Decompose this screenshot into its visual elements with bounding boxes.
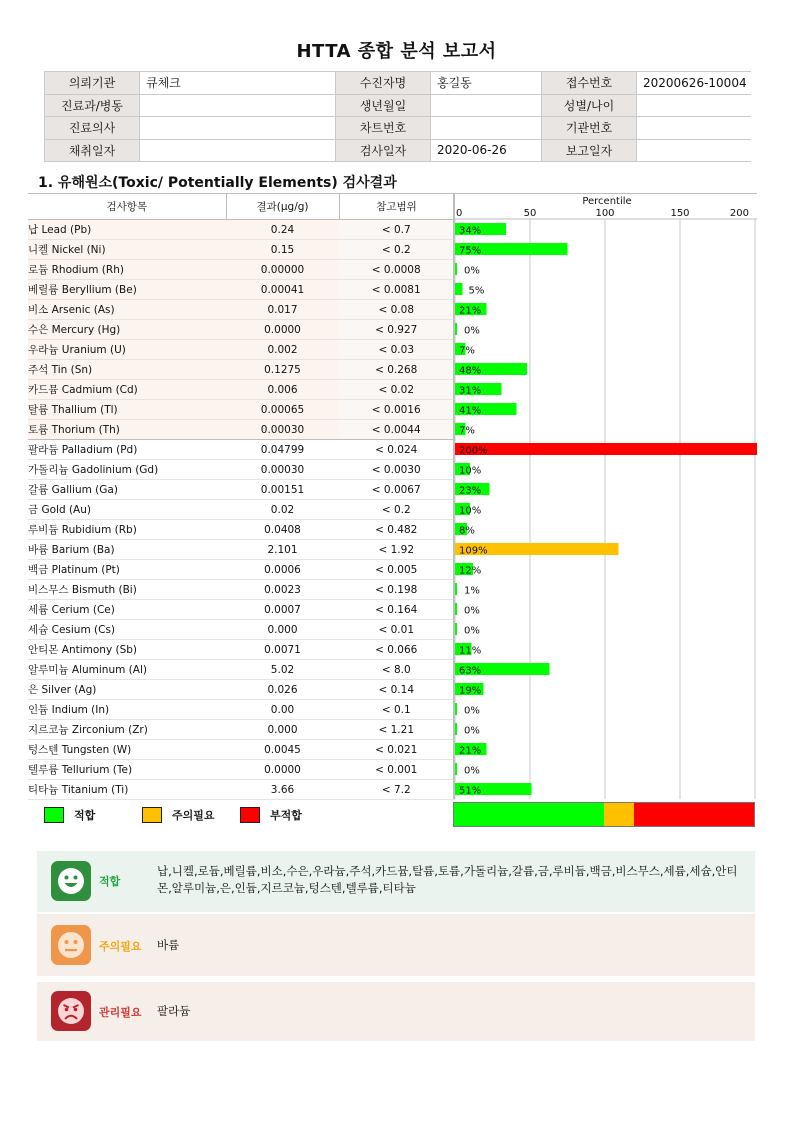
info-value	[637, 139, 751, 162]
bar-value-label: 1%	[464, 585, 480, 597]
bar-value-label: 41%	[459, 405, 482, 417]
element-name: 가돌리늄 Gadolinium (Gd)	[28, 460, 226, 480]
bar-value-label: 19%	[459, 685, 482, 697]
info-label: 접수번호	[542, 72, 637, 95]
bar-value-label: 21%	[459, 305, 482, 317]
reference-range: < 1.92	[339, 540, 454, 560]
legend-label-bad: 부적합	[270, 809, 302, 822]
result-value: 0.0045	[226, 740, 339, 760]
result-value: 0.00030	[226, 460, 339, 480]
result-value: 0.00065	[226, 400, 339, 420]
info-row	[45, 94, 751, 117]
bar-value-label: 11%	[459, 645, 482, 657]
info-row	[45, 72, 751, 95]
legend-label-ok: 적합	[74, 809, 96, 822]
bar	[455, 623, 457, 635]
element-name: 세륨 Cerium (Ce)	[28, 600, 226, 620]
result-value: 0.00151	[226, 480, 339, 500]
info-row	[45, 117, 751, 140]
bar-value-label: 109%	[459, 545, 488, 557]
element-name: 우라늄 Uranium (U)	[28, 340, 226, 360]
info-value: 2020-06-26	[431, 139, 542, 162]
info-label: 진료의사	[45, 117, 140, 140]
result-value: 0.15	[226, 240, 339, 260]
element-name: 로듐 Rhodium (Rh)	[28, 260, 226, 280]
element-name: 베릴륨 Beryllium (Be)	[28, 280, 226, 300]
info-value	[431, 117, 542, 140]
reference-range: < 0.03	[339, 340, 454, 360]
header-result: 결과(μg/g)	[226, 194, 339, 220]
reference-range: < 0.0081	[339, 280, 454, 300]
element-name: 카드뮴 Cadmium (Cd)	[28, 380, 226, 400]
reference-range: < 0.0030	[339, 460, 454, 480]
table-row	[28, 260, 454, 280]
summary-row-warn	[37, 914, 755, 976]
summary-items-ok: 납,니켈,로듐,베릴륨,비소,수은,우라늄,주석,카드뮴,탈륨,토륨,가돌리늄,갈륨,금,루비듐,백금,비스무스,세륨,세슘,안티몬,알루미늄,은,인듐,지르코늄,텅스텐,텔루륨,티타늄	[157, 864, 738, 895]
bar	[455, 583, 457, 595]
element-name: 인듐 Indium (In)	[28, 700, 226, 720]
table-row	[28, 640, 454, 660]
element-name: 금 Gold (Au)	[28, 500, 226, 520]
bar	[455, 283, 463, 295]
bar-value-label: 75%	[459, 245, 482, 257]
neutral-icon	[51, 925, 91, 965]
bar	[455, 723, 457, 735]
bar-value-label: 8%	[459, 525, 475, 537]
element-name: 팔라듐 Palladium (Pd)	[28, 440, 226, 460]
table-row	[28, 380, 454, 400]
info-value	[140, 117, 336, 140]
result-value: 0.02	[226, 500, 339, 520]
legend-swatch-ok	[44, 807, 64, 823]
result-value: 0.24	[226, 220, 339, 240]
result-value: 0.0000	[226, 320, 339, 340]
tick-label: 200	[729, 208, 749, 219]
legend-swatch-warn	[142, 807, 162, 823]
info-label: 차트번호	[336, 117, 431, 140]
tick-label: 150	[670, 208, 690, 219]
reference-range: < 0.927	[339, 320, 454, 340]
reference-range: < 0.268	[339, 360, 454, 380]
table-row	[28, 420, 454, 440]
result-value: 0.026	[226, 680, 339, 700]
result-value: 0.0023	[226, 580, 339, 600]
table-row	[28, 500, 454, 520]
element-name: 텅스텐 Tungsten (W)	[28, 740, 226, 760]
result-value: 0.0000	[226, 760, 339, 780]
summary-items-bad: 팔라듐	[157, 1004, 191, 1018]
bar-value-label: 7%	[459, 345, 475, 357]
header-reference: 참고범위	[339, 194, 454, 220]
summary-row-ok	[37, 851, 755, 912]
element-name: 백금 Platinum (Pt)	[28, 560, 226, 580]
element-name: 주석 Tin (Sn)	[28, 360, 226, 380]
reference-range: < 0.482	[339, 520, 454, 540]
element-name: 티타늄 Titanium (Ti)	[28, 780, 226, 800]
scale-band	[604, 803, 634, 826]
info-value	[637, 117, 751, 140]
reference-range: < 0.066	[339, 640, 454, 660]
legend-swatch-bad	[240, 807, 260, 823]
table-row	[28, 300, 454, 320]
result-value: 0.0071	[226, 640, 339, 660]
bar-value-label: 63%	[459, 665, 482, 677]
reference-range: < 0.024	[339, 440, 454, 460]
table-row	[28, 700, 454, 720]
bar-value-label: 48%	[459, 365, 482, 377]
results-table	[28, 193, 455, 800]
table-row	[28, 320, 454, 340]
element-name: 수은 Mercury (Hg)	[28, 320, 226, 340]
percentile-scale-bar	[453, 802, 755, 827]
bar-value-label: 51%	[459, 785, 482, 797]
reference-range: < 0.2	[339, 240, 454, 260]
bar-value-label: 0%	[464, 265, 480, 277]
result-value: 0.1275	[226, 360, 339, 380]
table-row	[28, 440, 454, 460]
reference-range: < 0.005	[339, 560, 454, 580]
info-label: 생년월일	[336, 94, 431, 117]
element-name: 니켈 Nickel (Ni)	[28, 240, 226, 260]
table-row	[28, 720, 454, 740]
smile-icon	[51, 861, 91, 901]
bar-value-label: 21%	[459, 745, 482, 757]
table-row	[28, 220, 454, 240]
info-label: 보고일자	[542, 139, 637, 162]
bar-value-label: 12%	[459, 565, 482, 577]
info-value	[140, 94, 336, 117]
result-value: 3.66	[226, 780, 339, 800]
tick-label: 100	[595, 208, 615, 219]
info-value	[431, 94, 542, 117]
frown-icon	[51, 991, 91, 1031]
bar-value-label: 0%	[464, 725, 480, 737]
table-row	[28, 360, 454, 380]
header-item: 검사항목	[28, 194, 226, 220]
table-row	[28, 680, 454, 700]
reference-range: < 0.0067	[339, 480, 454, 500]
result-value: 0.00000	[226, 260, 339, 280]
bar-value-label: 0%	[464, 705, 480, 717]
bar-value-label: 34%	[459, 225, 482, 237]
reference-range: < 0.164	[339, 600, 454, 620]
legend-item-ok	[44, 807, 142, 823]
chart-title: Percentile	[582, 196, 632, 207]
bar-value-label: 7%	[459, 425, 475, 437]
table-row	[28, 580, 454, 600]
bar	[455, 703, 457, 715]
reference-range: < 0.2	[339, 500, 454, 520]
table-row	[28, 460, 454, 480]
result-value: 0.017	[226, 300, 339, 320]
bar-value-label: 5%	[468, 285, 485, 297]
table-row	[28, 240, 454, 260]
result-value: 0.00030	[226, 420, 339, 440]
bar-value-label: 31%	[459, 385, 482, 397]
bar-value-label: 10%	[459, 505, 482, 517]
bar-value-label: 10%	[459, 465, 482, 477]
info-label: 성별/나이	[542, 94, 637, 117]
element-name: 세슘 Cesium (Cs)	[28, 620, 226, 640]
table-row	[28, 480, 454, 500]
info-value	[637, 94, 751, 117]
info-value: 20200626-10004	[637, 72, 751, 95]
reference-range: < 1.21	[339, 720, 454, 740]
element-name: 은 Silver (Ag)	[28, 680, 226, 700]
legend-label-warn: 주의필요	[172, 809, 215, 822]
info-label: 기관번호	[542, 117, 637, 140]
result-value: 5.02	[226, 660, 339, 680]
reference-range: < 0.001	[339, 760, 454, 780]
bar	[455, 443, 757, 455]
result-value: 0.006	[226, 380, 339, 400]
element-name: 비소 Arsenic (As)	[28, 300, 226, 320]
table-row	[28, 340, 454, 360]
reference-range: < 0.198	[339, 580, 454, 600]
table-row	[28, 780, 454, 800]
legend-item-bad	[240, 807, 338, 823]
bar	[455, 763, 457, 775]
info-value: 큐체크	[140, 72, 336, 95]
summary-status-bad: 관리필요	[99, 1006, 142, 1019]
result-value: 0.00	[226, 700, 339, 720]
table-row	[28, 620, 454, 640]
reference-range: < 0.021	[339, 740, 454, 760]
bar	[455, 263, 457, 275]
result-value: 0.000	[226, 720, 339, 740]
scale-band	[634, 803, 754, 826]
element-name: 갈륨 Gallium (Ga)	[28, 480, 226, 500]
bar	[455, 603, 457, 615]
table-row	[28, 280, 454, 300]
bar-value-label: 200%	[459, 445, 488, 457]
reference-range: < 0.1	[339, 700, 454, 720]
info-label: 의뢰기관	[45, 72, 140, 95]
result-value: 2.101	[226, 540, 339, 560]
result-value: 0.0006	[226, 560, 339, 580]
table-row	[28, 760, 454, 780]
reference-range: < 8.0	[339, 660, 454, 680]
bar	[455, 323, 457, 335]
section-title: 1. 유해원소(Toxic/ Potentially Elements) 검사결과	[38, 175, 397, 191]
summary-row-bad	[37, 982, 755, 1041]
info-label: 수진자명	[336, 72, 431, 95]
summary-items-warn: 바륨	[157, 938, 180, 952]
reference-range: < 0.0016	[339, 400, 454, 420]
element-name: 루비듐 Rubidium (Rb)	[28, 520, 226, 540]
table-row	[28, 560, 454, 580]
result-value: 0.04799	[226, 440, 339, 460]
element-name: 지르코늄 Zirconium (Zr)	[28, 720, 226, 740]
element-name: 바륨 Barium (Ba)	[28, 540, 226, 560]
element-name: 납 Lead (Pb)	[28, 220, 226, 240]
reference-range: < 0.0008	[339, 260, 454, 280]
info-label: 검사일자	[336, 139, 431, 162]
element-name: 비스무스 Bismuth (Bi)	[28, 580, 226, 600]
table-row	[28, 600, 454, 620]
reference-range: < 0.08	[339, 300, 454, 320]
tick-label: 50	[523, 208, 537, 219]
reference-range: < 0.14	[339, 680, 454, 700]
reference-range: < 0.0044	[339, 420, 454, 440]
legend-item-warn	[142, 807, 240, 823]
element-name: 텔루륨 Tellurium (Te)	[28, 760, 226, 780]
table-row	[28, 740, 454, 760]
element-name: 토륨 Thorium (Th)	[28, 420, 226, 440]
summary-status-ok: 적합	[99, 875, 121, 888]
report-title: HTTA 종합 분석 보고서	[296, 41, 497, 62]
result-value: 0.0408	[226, 520, 339, 540]
info-value: 홍길동	[431, 72, 542, 95]
reference-range: < 0.02	[339, 380, 454, 400]
table-row	[28, 400, 454, 420]
result-value: 0.00041	[226, 280, 339, 300]
summary-status-warn: 주의필요	[99, 940, 142, 953]
result-value: 0.000	[226, 620, 339, 640]
bar-value-label: 0%	[464, 625, 480, 637]
table-row	[28, 660, 454, 680]
element-name: 안티몬 Antimony (Sb)	[28, 640, 226, 660]
element-name: 알루미늄 Aluminum (Al)	[28, 660, 226, 680]
tick-label: 0	[456, 208, 463, 219]
result-value: 0.002	[226, 340, 339, 360]
scale-band	[454, 803, 604, 826]
element-name: 탈륨 Thallium (Tl)	[28, 400, 226, 420]
bar-value-label: 23%	[459, 485, 482, 497]
bar-value-label: 0%	[464, 605, 480, 617]
percentile-chart	[453, 193, 757, 801]
legend	[44, 806, 338, 824]
result-value: 0.0007	[226, 600, 339, 620]
reference-range: < 0.7	[339, 220, 454, 240]
bar-value-label: 0%	[464, 325, 480, 337]
info-value	[140, 139, 336, 162]
reference-range: < 7.2	[339, 780, 454, 800]
info-label: 진료과/병동	[45, 94, 140, 117]
bar-value-label: 0%	[464, 765, 480, 777]
patient-info-table	[44, 71, 751, 162]
table-row	[28, 540, 454, 560]
table-row	[28, 520, 454, 540]
info-row	[45, 139, 751, 162]
info-label: 채취일자	[45, 139, 140, 162]
reference-range: < 0.01	[339, 620, 454, 640]
